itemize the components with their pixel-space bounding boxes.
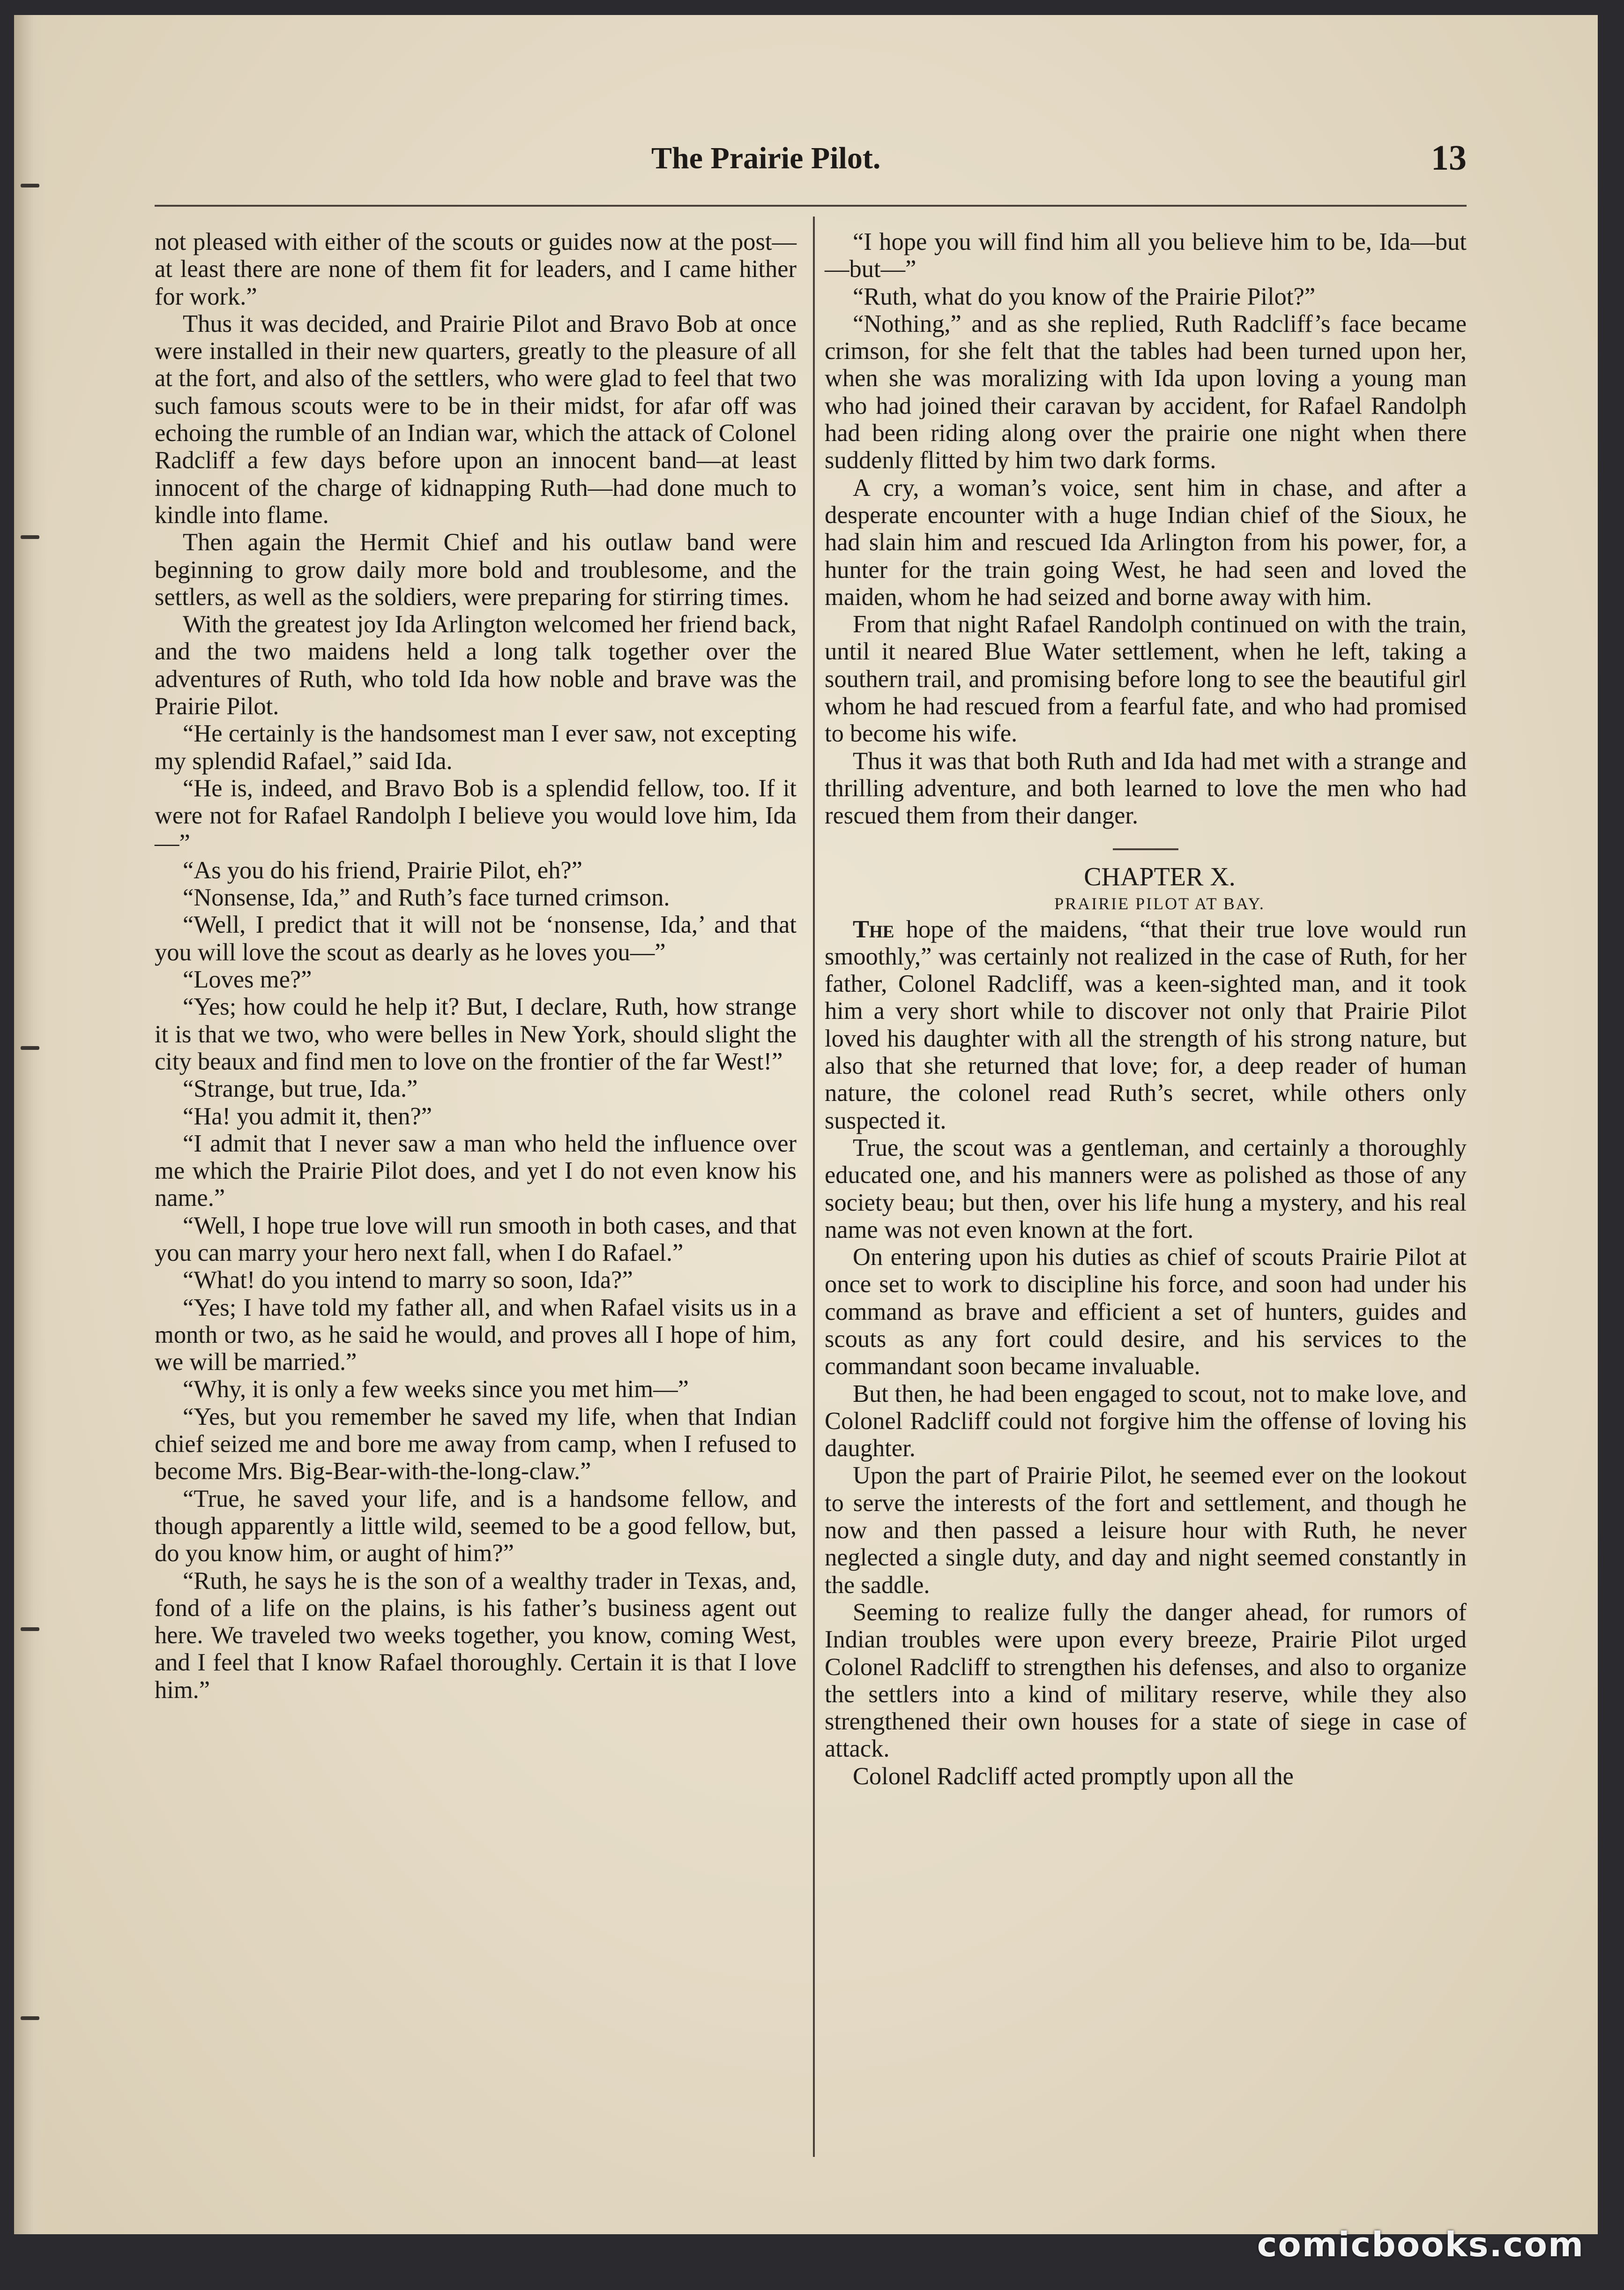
paragraph: “Nonsense, Ida,” and Ruth’s face turned crimson.: [183, 884, 670, 912]
paragraph: Colonel Radcliff acted promptly upon all the: [853, 1762, 1294, 1790]
column-rule: [813, 217, 815, 2157]
paragraph: “Ha! you admit it, then?”: [183, 1102, 432, 1130]
header-rule: [155, 205, 1467, 207]
chapter-heading: CHAPTER X.: [1084, 862, 1236, 891]
drop-word: The: [853, 915, 894, 943]
paragraph: “Ruth, he says he is the son of a wealthy trader in Texas, and, fond of a life on the plains, is his father’s business agent out here. We traveled two weeks together, you know, coming West, and I feel that I know Rafael thoroughly. Certain it is that I love him.”: [155, 1567, 797, 1704]
paragraph: “Strange, but true, Ida.”: [183, 1075, 418, 1103]
paragraph-text: hope of the maidens, “that their true love would run smoothly,” was certainly not realized in the case of Ruth, for her father, Colonel Radcliff, was a keen-sighted man, and it took him a very short while to discover not only that Prairie Pilot loved his daughter with all the strength of his strong nature, but also that she returned that love; for, a deep reader of human nature, the colonel read Ruth’s secret, while others only suspected it.: [825, 915, 1467, 1134]
paragraph: Upon the part of Prairie Pilot, he seemed ever on the lookout to serve the interests of the fort and settlement, and though he now and then passed a leisure hour with Ruth, he never neglected a single duty, and day and night seemed constantly in the saddle.: [825, 1462, 1467, 1599]
paragraph: Thus it was that both Ruth and Ida had met with a strange and thrilling adventure, and both learned to love the men who had rescued them from their danger.: [825, 747, 1467, 830]
paragraph: “I admit that I never saw a man who held the influence over me which the Prairie Pilot does, and yet I do not even know his name.”: [155, 1130, 797, 1212]
left-column: [155, 228, 797, 1704]
section-rule: [1113, 848, 1178, 850]
paragraph: Thus it was decided, and Prairie Pilot and Bravo Bob at once were installed in their new quarters, greatly to the pleasure of all at the fort, and also of the settlers, who were glad to feel that two such famous scouts were to be in their midst, for afar off was echoing the rumble of an Indian war, which the attack of Colonel Radcliff a few days before upon an innocent band—at least innocent of the charge of kidnapping Ruth—had done much to kindle into flame.: [155, 310, 797, 529]
paragraph: “Loves me?”: [183, 966, 312, 994]
paragraph: “Why, it is only a few weeks since you met him—”: [183, 1376, 689, 1403]
paragraph: Then again the Hermit Chief and his outlaw band were beginning to grow daily more bold and troublesome, and the settlers, as well as the soldiers, were preparing for stirring times.: [155, 529, 797, 611]
right-column: [825, 228, 1467, 1790]
paragraph: True, the scout was a gentleman, and certainly a thoroughly educated one, and his manners were as polished as those of any society beau; but then, over his life hung a mystery, and his real name was not even known at the fort.: [825, 1134, 1467, 1243]
chapter-title: PRAIRIE PILOT AT BAY.: [1054, 894, 1265, 913]
binding-stitch: [21, 535, 39, 539]
binding-stitch: [21, 1046, 39, 1050]
paragraph: “Yes, but you remember he saved my life, when that Indian chief seized me and bore me away from camp, when I refused to become Mrs. Big-Bear-with-the-long-claw.”: [155, 1403, 797, 1485]
paragraph: With the greatest joy Ida Arlington welcomed her friend back, and the two maidens held a long talk together over the adventures of Ruth, who told Ida how noble and brave was the Prairie Pilot.: [155, 611, 797, 720]
paragraph: “Well, I hope true love will run smooth in both cases, and that you can marry your hero next fall, when I do Rafael.”: [155, 1212, 797, 1266]
paragraph: On entering upon his duties as chief of scouts Prairie Pilot at once set to work to discipline his force, and soon had under his command as brave and efficient a set of hunters, guides and scouts as any fort could desire, and his services to the commandant soon became invaluable.: [825, 1243, 1467, 1380]
binding-stitch: [21, 1627, 39, 1631]
paragraph: “As you do his friend, Prairie Pilot, eh?”: [183, 856, 582, 884]
paragraph: not pleased with either of the scouts or guides now at the post—at least there are none of them fit for leaders, and I came hither for work.”: [155, 228, 797, 310]
paragraph: “He is, indeed, and Bravo Bob is a splendid fellow, too. If it were not for Rafael Randolph I believe you would love him, Ida—”: [155, 774, 797, 857]
binding-stitch: [21, 2016, 39, 2020]
paragraph: From that night Rafael Randolph continued on with the train, until it neared Blue Water settlement, when he left, taking a southern trail, and promising before long to see the beautiful girl whom he had rescued from a fearful fate, and who had promised to become his wife.: [825, 611, 1467, 748]
paragraph: But then, he had been engaged to scout, not to make love, and Colonel Radcliff could not forgive him the offense of loving his daughter.: [825, 1380, 1467, 1462]
running-header: [155, 138, 1467, 183]
paragraph: Seeming to realize fully the danger ahead, for rumors of Indian troubles were upon every breeze, Prairie Pilot urged Colonel Radcliff to strengthen his defenses, and also to organize the settlers into a kind of military reserve, while they also strengthened their own houses for a state of siege in case of attack.: [825, 1598, 1467, 1763]
page-number: 13: [1431, 138, 1467, 178]
running-title: The Prairie Pilot.: [651, 141, 881, 175]
paragraph: [825, 916, 1467, 1134]
binding-gutter: [14, 15, 47, 2234]
paragraph: “Ruth, what do you know of the Prairie Pilot?”: [853, 283, 1316, 310]
binding-stitch: [21, 184, 39, 187]
paragraph: “Yes; how could he help it? But, I declare, Ruth, how strange it is that we two, who were belles in New York, should slight the city beaux and find men to love on the frontier of the far West!”: [155, 993, 797, 1075]
paragraph: “Nothing,” and as she replied, Ruth Radcliff’s face became crimson, for she felt that the tables had been turned upon her, when she was moralizing with Ida upon loving a young man who had joined their caravan by accident, for Rafael Randolph had been riding along over the prairie one night when there suddenly flitted by him two dark forms.: [825, 310, 1467, 474]
paragraph: “He certainly is the handsomest man I ever saw, not excepting my splendid Rafael,” said Ida.: [155, 720, 797, 775]
magazine-page: [14, 15, 1598, 2234]
paragraph: “True, he saved your life, and is a handsome fellow, and though apparently a little wild, seemed to be a good fellow, but, do you know him, or aught of him?”: [155, 1485, 797, 1567]
paragraph: A cry, a woman’s voice, sent him in chase, and after a desperate encounter with a huge Indian chief of the Sioux, he had slain him and rescued Ida Arlington from his power, for, a hunter for the train going West, he had seen and loved the maiden, whom he had seized and borne away with him.: [825, 474, 1467, 611]
watermark: comicbooks.com: [1257, 2225, 1584, 2264]
paragraph: “Yes; I have told my father all, and when Rafael visits us in a month or two, as he said he would, and proves all I hope of him, we will be married.”: [155, 1294, 797, 1376]
paragraph: “What! do you intend to marry so soon, Ida?”: [183, 1266, 633, 1294]
paragraph: “Well, I predict that it will not be ‘nonsense, Ida,’ and that you will love the scout as dearly as he loves you—”: [155, 911, 797, 966]
paragraph: “I hope you will find him all you believe him to be, Ida—but—but—”: [825, 228, 1467, 283]
